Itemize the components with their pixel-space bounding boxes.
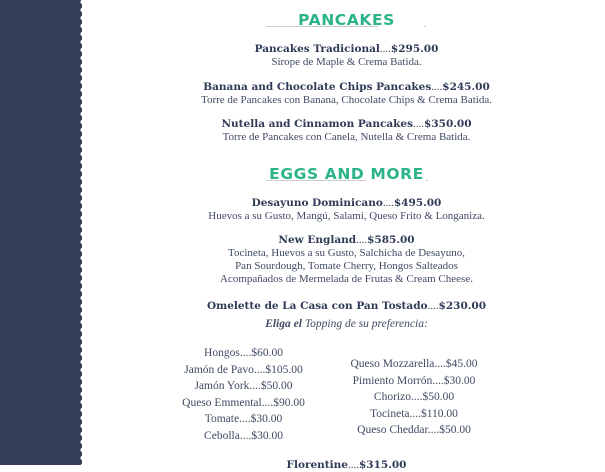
item-name: Florentine (286, 459, 348, 471)
topping-note (88, 316, 605, 331)
item-price: $315.00 (358, 459, 407, 471)
item-price: $295.00 (390, 43, 439, 55)
menu-item (88, 195, 605, 223)
item-price: $245.00 (442, 81, 490, 93)
menu-item (88, 41, 605, 69)
item-name: New England (278, 234, 357, 246)
item-description: Pan Sourdough, Tomate Cherry, Hongos Salteados (235, 260, 458, 272)
topping-note-lead: Eliga el (265, 318, 302, 330)
item-description: Huevos a su Gusto, Mangú, Salami, Queso Frito & Longaniza. (208, 210, 485, 222)
item-name: Pancakes Tradicional (254, 43, 380, 55)
section-title-pancakes: PANCAKES (298, 11, 395, 29)
menu-item (88, 116, 605, 144)
item-dots: .... (431, 81, 443, 93)
item-name: Omelette de La Casa con Pan Tostado (206, 300, 428, 312)
item-dots: .... (427, 300, 439, 312)
item-dots: .... (413, 118, 425, 130)
item-description: Sirope de Maple & Crema Batida. (271, 56, 422, 68)
item-dots: .... (347, 459, 359, 471)
item-description: Acompañados de Mermelada de Frutas & Cream Cheese. (220, 273, 473, 285)
topping-item: Cebolla....$30.00 (204, 429, 283, 442)
topping-item: Hongos....$60.00 (204, 347, 283, 359)
item-price: $230.00 (438, 300, 487, 312)
item-dots: .... (356, 234, 368, 246)
item-description: Torre de Pancakes con Canela, Nutella & Crema Batida. (222, 131, 471, 143)
topping-note-text: Topping de su preferencia: (301, 318, 428, 330)
topping-item: Pimiento Morrón....$30.00 (352, 374, 476, 387)
item-description: Torre de Pancakes con Banana, Chocolate Chips & Crema Batida. (201, 94, 492, 106)
sidebar-panel (0, 0, 82, 465)
item-price: $585.00 (367, 234, 415, 246)
menu-item (88, 298, 605, 313)
toppings-left (176, 345, 311, 445)
item-price: $495.00 (393, 197, 442, 209)
item-name: Desayuno Dominicano (251, 197, 383, 209)
topping-item: Queso Mozzarella....$45.00 (350, 358, 478, 370)
topping-item: Jamón York....$50.00 (194, 380, 293, 393)
item-description: Tocineta, Huevos a su Gusto, Salchicha de Desayuno, (228, 247, 465, 259)
topping-item: Queso Cheddar....$50.00 (357, 424, 471, 437)
topping-item: Queso Emmental....$90.00 (182, 396, 305, 409)
topping-item: Chorizo....$50.00 (373, 391, 455, 404)
perforated-edge (79, 0, 87, 468)
toppings-right (339, 356, 489, 439)
item-name: Nutella and Cinnamon Pancakes (221, 118, 414, 130)
menu-item (88, 232, 605, 286)
topping-item: Jamón de Pavo....$105.00 (184, 363, 303, 376)
item-price: $350.00 (424, 118, 472, 130)
item-dots: .... (382, 197, 394, 209)
menu-item (88, 79, 605, 107)
topping-item: Tocineta....$110.00 (370, 407, 458, 420)
item-dots: .... (379, 43, 391, 55)
section-title-eggs-and-more: EGGS AND MORE (269, 165, 424, 183)
item-name: Banana and Chocolate Chips Pancakes (203, 81, 432, 93)
topping-item: Tomate....$30.00 (204, 413, 283, 426)
